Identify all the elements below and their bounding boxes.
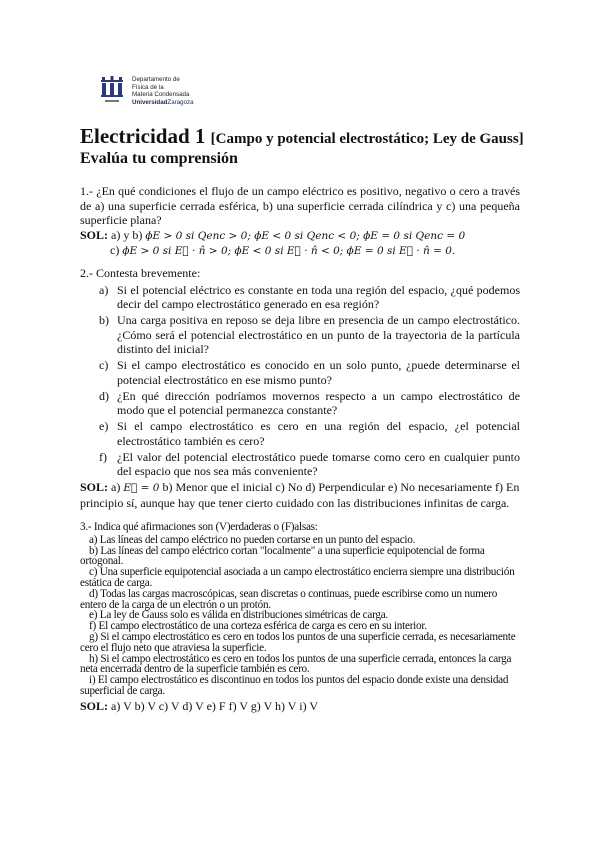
page-subtitle: Evalúa tu comprensión: [80, 150, 238, 167]
solution-3-text: a) V b) V c) V d) V e) F f) V g) V h) V i) V: [108, 698, 319, 713]
solution-2-a-math: E⃗ = 0: [123, 482, 160, 494]
list-item: d) ¿En qué dirección podríamos movernos respecto a un campo electrostático de modo que el potencial permanezca constante?: [99, 388, 520, 417]
statement-item: f) El campo electrostático de una corteza esférica de carga es cero en su interior.: [89, 620, 427, 633]
solution-1-c-math: ϕE > 0 si E⃗ · n̂ > 0; ϕE < 0 si E⃗ · n̂ < 0; ϕE = 0 si E⃗ · n̂ = 0.: [122, 245, 456, 257]
university-crest-icon: [100, 76, 124, 106]
statement-item: h) Si el campo electrostático es cero en todos los puntos de una superficie cerrada, entonces la carga neta encerrada dentro de la superficie también es cero.: [80, 652, 512, 676]
logo-line-3: Materia Condensada: [132, 91, 190, 99]
list-item: e) Si el campo electrostático es cero en una región del espacio, ¿el potencial electrostático también es cero?: [99, 419, 520, 448]
solution-1-c-label: c): [110, 243, 120, 257]
question-3-solution: [80, 698, 520, 713]
logo-university: Universidad: [132, 98, 168, 106]
statement-item: i) El campo electrostático es discontinuo en todos los puntos del espacio donde existe una densidad superficial de carga.: [80, 674, 509, 697]
solution-label: SOL:: [80, 480, 109, 494]
question-1-solution-c: [80, 243, 520, 259]
question-3: [80, 522, 520, 712]
title-topic: [Campo y potencial electrostático; Ley de Gauss]: [210, 131, 524, 147]
logo-city: Zaragoza: [167, 98, 194, 106]
statement-item: d) Todas las cargas macroscópicas, sean discretas o continuas, puede escribirse como un numero entero de la carga de un electrón o un protón.: [80, 587, 498, 611]
question-2-solution: [80, 480, 520, 510]
solution-label: SOL:: [80, 227, 109, 242]
statement-item: b) Las líneas del campo eléctrico cortan "localmente" a una superficie equipotencial de forma ortogonal.: [80, 544, 485, 568]
list-item: a) Si el potencial eléctrico es constante en toda una región del espacio, ¿qué podemos decir del campo electrostático generado en esa región?: [99, 282, 520, 311]
title-main: Electricidad 1: [80, 124, 206, 148]
question-1-text: 1.- ¿En qué condiciones el flujo de un campo eléctrico es positivo, negativo o cero a través de a) una superficie cerrada esférica, b) una superficie cerrada cilíndrica y c) una pequeña superficie plana?: [80, 184, 520, 227]
department-logo: [100, 76, 194, 106]
question-2-list: [80, 283, 520, 479]
statement-item: c) Una superficie equipotencial asociada a un campo electrostático encierra siempre una distribución estática de carga.: [80, 566, 515, 589]
list-item: c) Si el campo electrostático es conocido en un solo punto, ¿puede determinarse el potencial electrostático en ese mismo punto?: [99, 358, 520, 387]
list-item: f) ¿El valor del potencial electrostático puede tomarse como cero en cualquier punto del espacio que nos sea más conveniente?: [99, 449, 520, 478]
statement-item: g) Si el campo electrostático es cero en todos los puntos de una superficie cerrada, es necesariamente cero el flujo neto que atraviesa la superficie.: [80, 630, 516, 654]
page-title: [80, 124, 524, 149]
question-2: [80, 266, 520, 510]
solution-2-a-label: a): [111, 480, 121, 494]
statement-item: e) La ley de Gauss solo es válida en distribuciones simétricas de carga.: [89, 609, 388, 622]
question-3-intro: 3.- Indica qué afirmaciones son (V)erdaderas o (F)alsas:: [80, 521, 318, 533]
solution-label: SOL:: [80, 698, 109, 713]
solution-1-ab-label: a) y b): [111, 227, 143, 242]
question-1: [80, 184, 520, 259]
list-item: b) Una carga positiva en reposo se deja libre en presencia de un campo electrostático. ¿Cómo será el potencial electrostático en un punto de la trayectoria de la partícula distinto del inicial?: [99, 313, 520, 356]
question-2-intro: 2.- Contesta brevemente:: [80, 266, 201, 280]
solution-1-ab-math: ϕE > 0 si Qenc > 0; ϕE < 0 si Qenc < 0; ϕE = 0 si Qenc = 0: [145, 229, 466, 242]
solution-2-rest: b) Menor que el inicial c) No d) Perpendicular e) No necesariamente f) En principio sí, aunque hay que tener cierto cuidado con las distribuciones infinitas de carga.: [80, 480, 520, 510]
statement-item: a) Las líneas del campo eléctrico no pueden cortarse en un punto del espacio.: [89, 533, 416, 546]
question-1-solution: [80, 228, 520, 244]
logo-line-2: Física de la: [132, 83, 164, 91]
logo-line-1: Departamento de: [132, 76, 180, 83]
